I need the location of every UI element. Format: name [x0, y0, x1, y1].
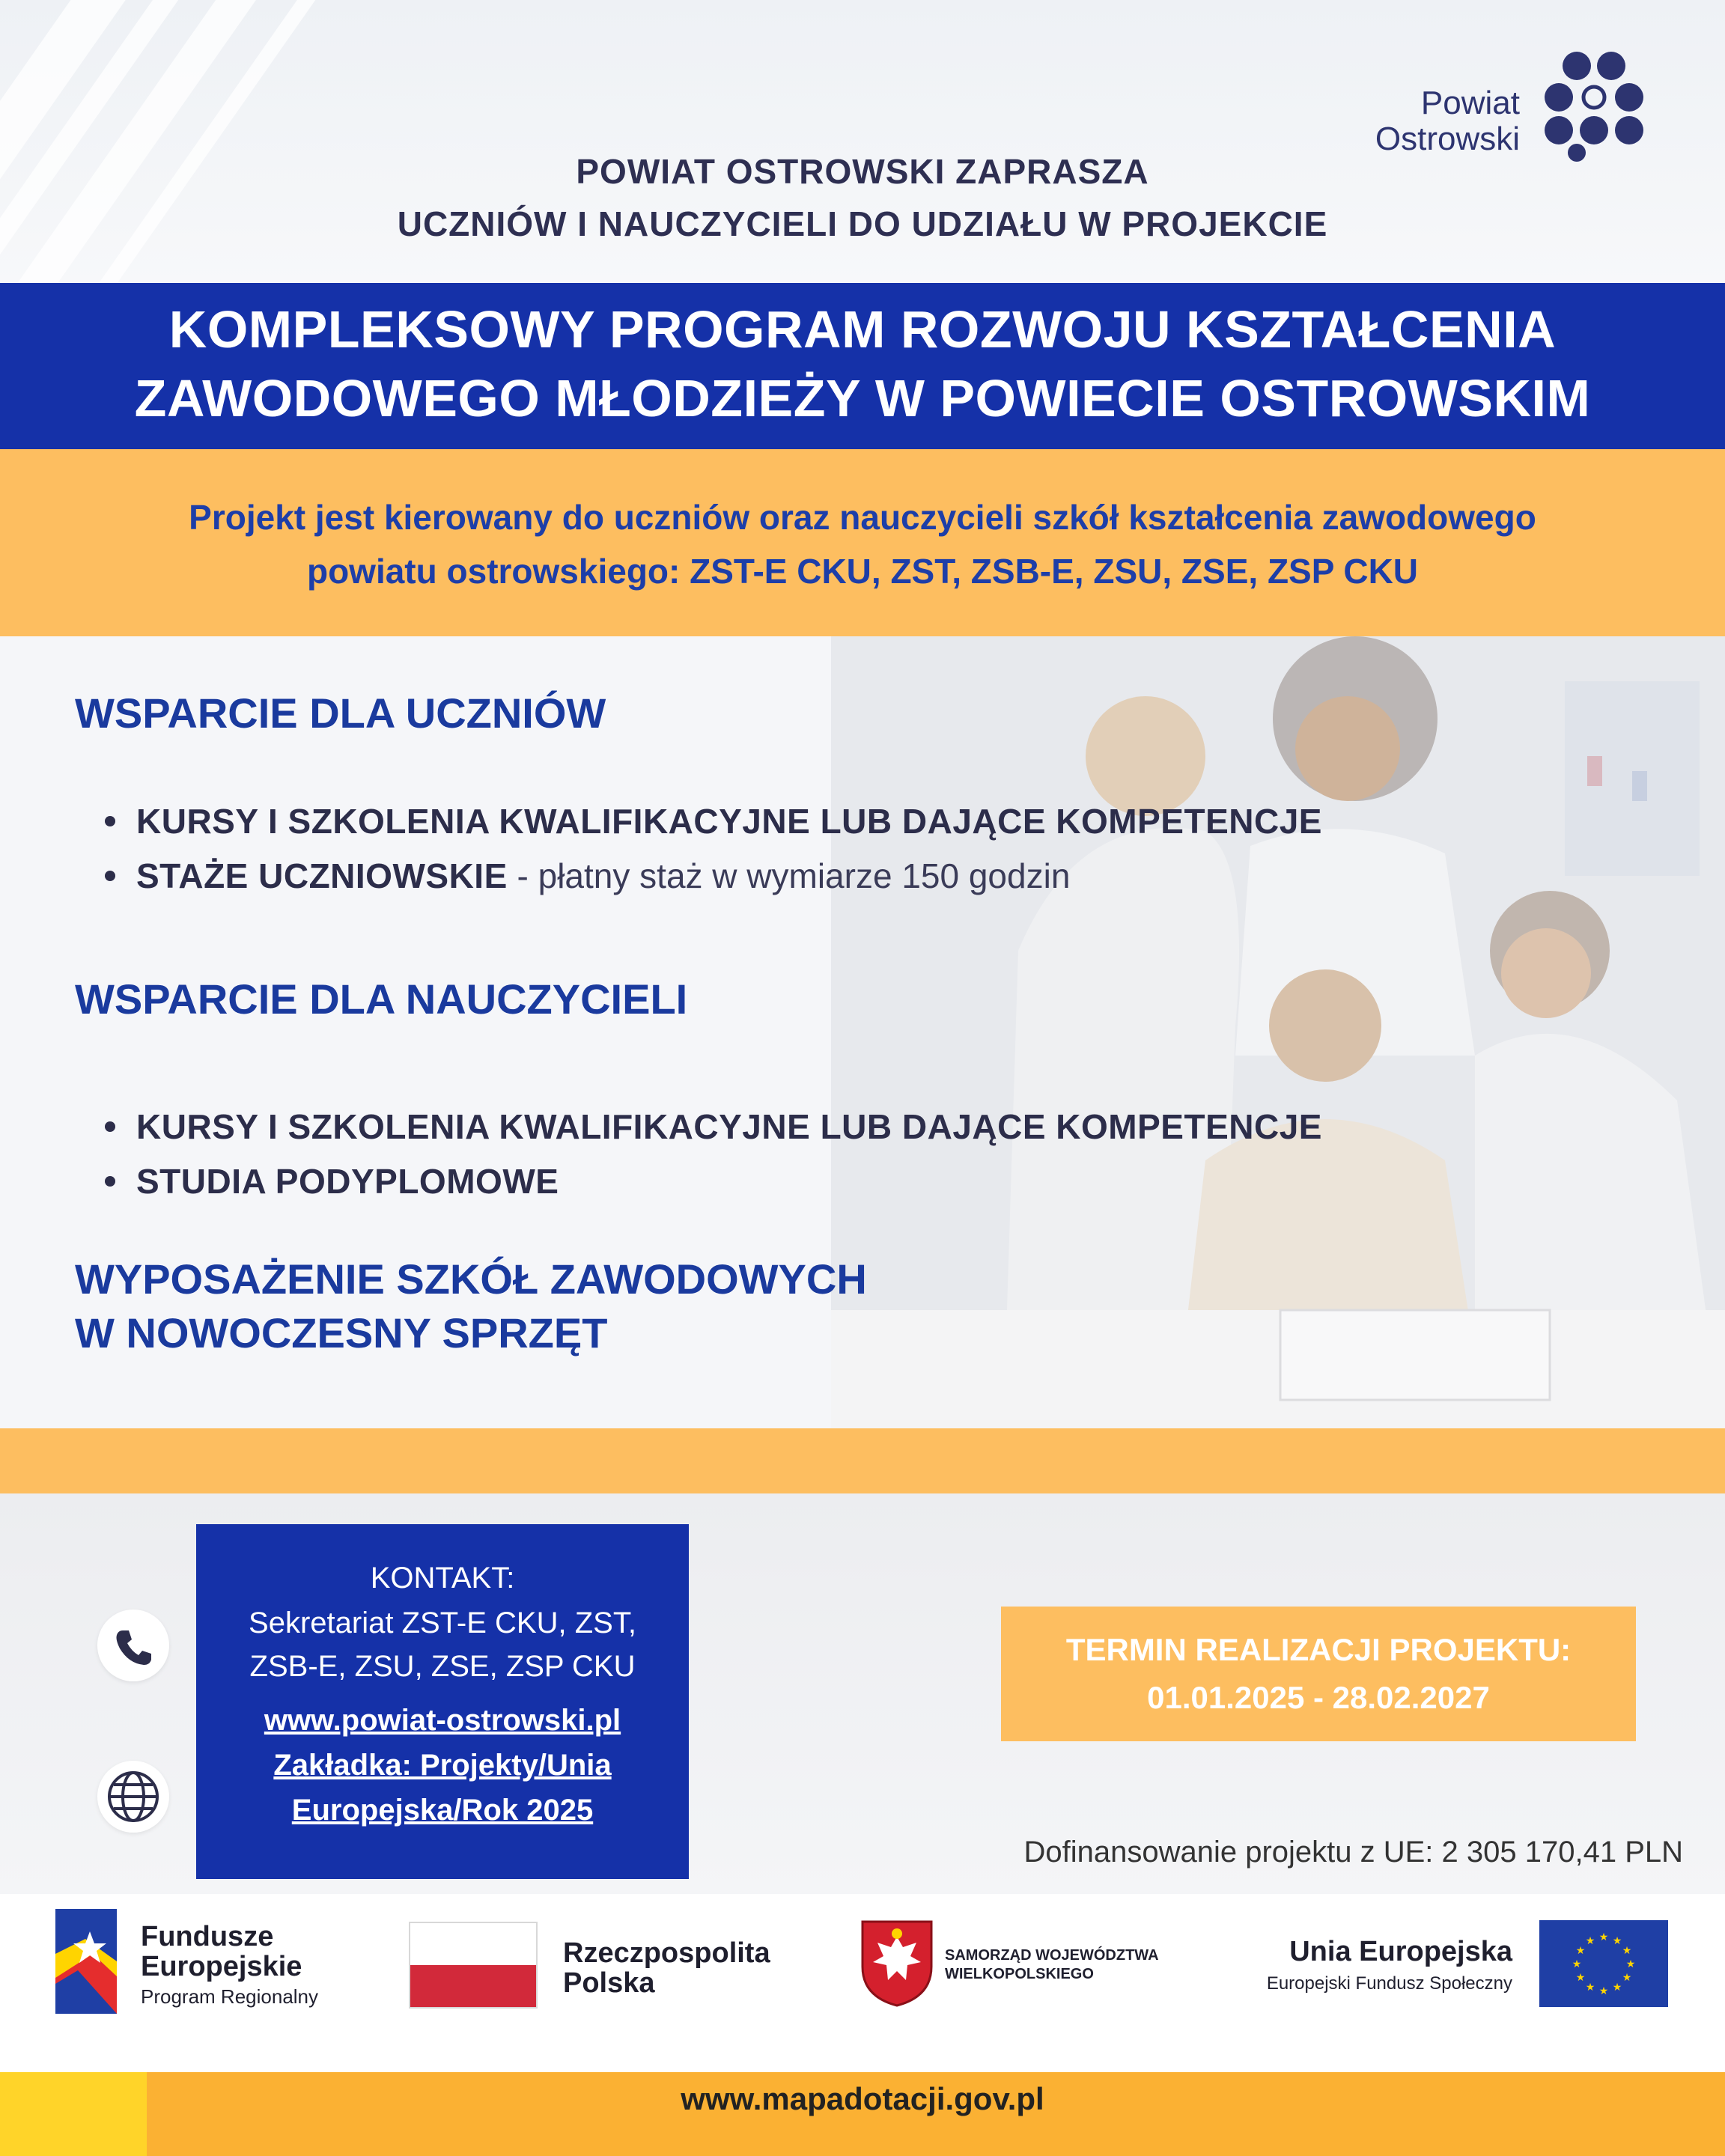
wlkp-logo-line2: WIELKOPOLSKIEGO: [945, 1966, 1094, 1982]
fe-logo-line2: Europejskie: [141, 1951, 302, 1982]
students-support-heading: WSPARCIE DLA UCZNIÓW: [75, 689, 606, 737]
divider-strip: [0, 1428, 1725, 1493]
svg-text:★: ★: [1585, 1935, 1595, 1947]
fe-logo-line3: Program Regionalny: [141, 1985, 319, 2008]
svg-text:★: ★: [1622, 1972, 1632, 1984]
contact-tab-link-line1[interactable]: Zakładka: Projekty/Unia: [273, 1749, 612, 1782]
globe-icon: [97, 1761, 169, 1833]
powiat-logo-line1: Powiat: [1420, 85, 1520, 121]
equipment-heading-line2: W NOWOCZESNY SPRZĘT: [75, 1309, 608, 1356]
svg-text:★: ★: [1625, 1958, 1636, 1970]
item-title: KURSY I SZKOLENIA KWALIFIKACYJNE LUB DAJĄCE KOMPETENCJE: [136, 1107, 1322, 1146]
item-title: STUDIA PODYPLOMOWE: [136, 1162, 559, 1201]
header-invite-line2: UCZNIÓW I NAUCZYCIELI DO UDZIAŁU W PROJEKCIE: [397, 204, 1328, 243]
svg-text:★: ★: [1598, 1985, 1609, 1997]
target-audience-line2: powiatu ostrowskiego: ZST-E CKU, ZST, ZSB-E, ZSU, ZSE, ZSP CKU: [306, 552, 1419, 591]
program-title-line1: KOMPLEKSOWY PROGRAM ROZWOJU KSZTAŁCENIA: [168, 300, 1557, 359]
teachers-support-heading: WSPARCIE DLA NAUCZYCIELI: [75, 975, 688, 1023]
svg-text:★: ★: [1612, 1935, 1622, 1947]
project-term-box: [1001, 1607, 1636, 1741]
teachers-support-item: [105, 1106, 1322, 1147]
project-term-label: TERMIN REALIZACJI PROJEKTU:: [1065, 1632, 1572, 1667]
svg-text:★: ★: [1598, 1931, 1609, 1943]
contact-box: [196, 1524, 689, 1879]
teachers-support-item: [105, 1161, 559, 1202]
funding-amount: Dofinansowanie projektu z UE: 2 305 170,41 PLN: [1023, 1836, 1683, 1869]
powiat-logo-text: [1348, 85, 1520, 157]
bullet-icon: [105, 816, 115, 826]
program-title-line2: ZAWODOWEGO MŁODZIEŻY W POWIECIE OSTROWSKIM: [134, 369, 1591, 427]
svg-text:★: ★: [1612, 1982, 1622, 1994]
team-photo-illustration: [831, 636, 1725, 1430]
contact-tab-link-line2[interactable]: Europejska/Rok 2025: [291, 1794, 594, 1827]
target-audience-line1: Projekt jest kierowany do uczniów oraz nauczycieli szkół kształcenia zawodowego: [189, 498, 1536, 537]
bullet-icon: [105, 1176, 115, 1187]
pl-logo-line1: Rzeczpospolita: [563, 1937, 770, 1969]
item-title: STAŻE UCZNIOWSKIE: [136, 856, 508, 895]
target-audience-band: [0, 449, 1725, 636]
equipment-heading-line1: WYPOSAŻENIE SZKÓŁ ZAWODOWYCH: [75, 1255, 867, 1303]
globe-glyph-icon: [97, 1761, 169, 1833]
polish-flag-icon: [409, 1922, 538, 2009]
ue-logo-line1: Unia Europejska: [1289, 1936, 1512, 1967]
header-invite-line1: POWIAT OSTROWSKI ZAPRASZA: [576, 152, 1149, 191]
fundusze-europejskie-logo-icon: [55, 1909, 117, 2014]
project-term-dates: 01.01.2025 - 28.02.2027: [1147, 1680, 1490, 1715]
phone-glyph-icon: [97, 1610, 169, 1681]
bullet-icon: [105, 1121, 115, 1132]
students-support-item: [105, 856, 1070, 896]
svg-text:★: ★: [1622, 1945, 1632, 1957]
powiat-dots-icon: [1544, 51, 1644, 163]
bullet-icon: [105, 871, 115, 881]
contact-label: KONTAKT:: [370, 1562, 515, 1595]
wielkopolska-coat-of-arms-icon: [860, 1919, 934, 2007]
team-photo: [831, 636, 1725, 1430]
svg-text:★: ★: [1572, 1958, 1582, 1970]
contact-address-line2: ZSB-E, ZSU, ZSE, ZSP CKU: [249, 1650, 636, 1683]
footer-website-link[interactable]: www.mapadotacji.gov.pl: [681, 2081, 1044, 2116]
contact-website-link[interactable]: www.powiat-ostrowski.pl: [264, 1704, 621, 1737]
svg-text:★: ★: [1585, 1982, 1595, 1994]
svg-text:★: ★: [1575, 1945, 1586, 1957]
contact-address-line1: Sekretariat ZST-E CKU, ZST,: [249, 1607, 636, 1639]
pl-logo-line2: Polska: [563, 1967, 655, 1999]
powiat-ostrowski-logo: [1348, 51, 1647, 171]
item-title: KURSY I SZKOLENIA KWALIFIKACYJNE LUB DAJĄCE KOMPETENCJE: [136, 802, 1322, 841]
students-support-item: [105, 801, 1322, 841]
phone-icon: [97, 1610, 169, 1681]
item-detail: - płatny staż w wymiarze 150 godzin: [507, 856, 1071, 895]
wlkp-logo-line1: SAMORZĄD WOJEWÓDZTWA: [945, 1947, 1159, 1964]
eu-flag-icon: [1539, 1920, 1668, 2007]
powiat-logo-line2: Ostrowski: [1375, 121, 1520, 157]
fe-logo-line1: Fundusze: [141, 1921, 274, 1952]
svg-text:★: ★: [1575, 1972, 1586, 1984]
ue-logo-line2: Europejski Fundusz Społeczny: [1266, 1973, 1512, 1994]
